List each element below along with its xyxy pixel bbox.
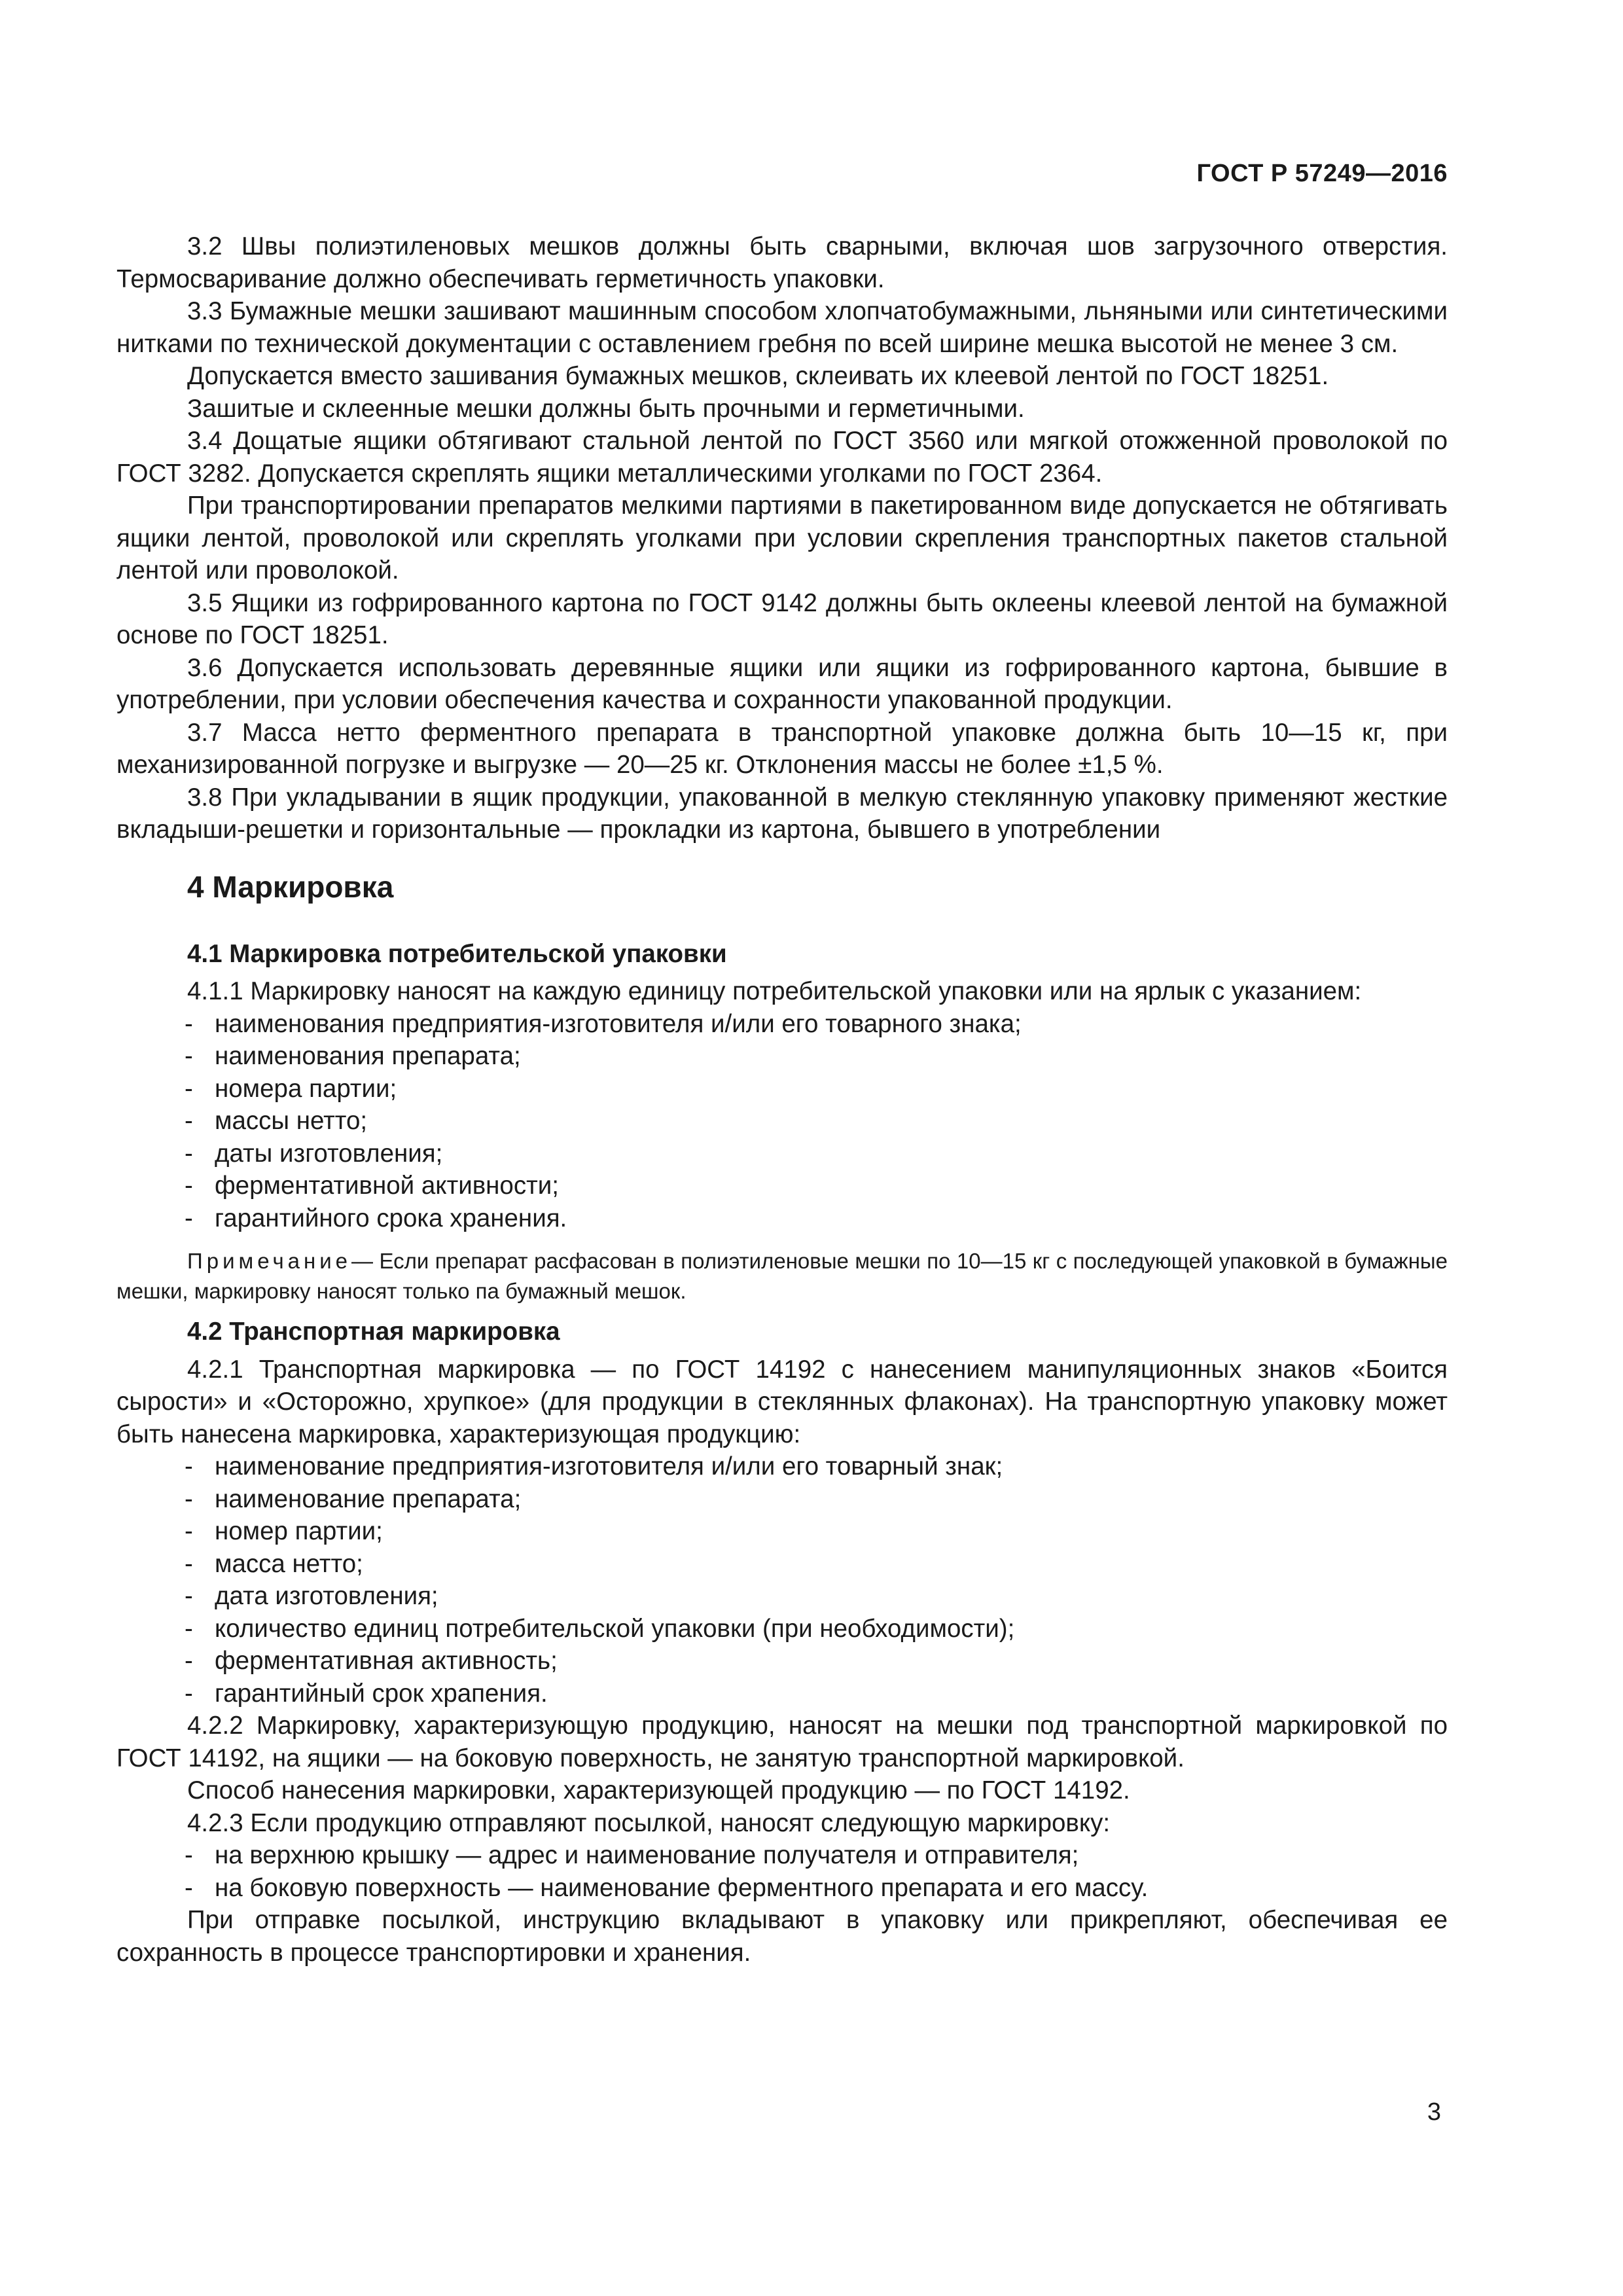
- paragraph-3-2: 3.2 Швы полиэтиленовых мешков должны быть сварными, включая шов загрузочного отверстия. Термосваривание должно обеспечивать герметичность упаковки.: [116, 232, 1448, 293]
- list-item: - ферментативной активности;: [185, 1172, 559, 1200]
- list-item: - даты изготовления;: [185, 1139, 443, 1168]
- list-parcel-marking: [116, 1839, 1448, 1904]
- note-text: — Если препарат расфасован в полиэтиленовые мешки по 10—15 кг с последующей упаковкой в бумажные мешки, маркировку наносят только па бумажный мешок.: [116, 1249, 1448, 1303]
- list-item: - на верхнюю крышку — адрес и наименование получателя и отправителя;: [185, 1841, 1079, 1869]
- section-title-4: 4 Маркировка: [187, 869, 394, 904]
- paragraph-4-2-2a: Способ нанесения маркировки, характеризующей продукцию — по ГОСТ 14192.: [187, 1776, 1130, 1804]
- paragraph-4-2-1: 4.2.1 Транспортная маркировка — по ГОСТ 14192 с нанесением манипуляционных знаков «Боится сырости» и «Осторожно, хрупкое» (для продукции в стеклянных флаконах). На транспортную упаковку может быть нанесена маркировка, характеризующая продукцию:: [116, 1355, 1448, 1448]
- paragraph-3-7: 3.7 Масса нетто ферментного препарата в транспортной упаковке должна быть 10—15 кг, при механизированной погрузке и выгрузке — 20—25 кг. Отклонения массы не более ±1,5 %.: [116, 718, 1448, 779]
- list-item: - наименование препарата;: [185, 1484, 522, 1513]
- note-4-1: [116, 1246, 1448, 1306]
- paragraph-3-3b: Зашитые и склеенные мешки должны быть прочными и герметичными.: [187, 394, 1025, 423]
- subsection-title-4-2: 4.2 Транспортная маркировка: [187, 1318, 560, 1346]
- paragraph-3-3: 3.3 Бумажные мешки зашивают машинным способом хлопчатобумажными, льняными или синтетическими нитками по технической документации с оставлением гребня по всей ширине мешка высотой не менее 3 см.: [116, 297, 1448, 358]
- page-number: 3: [1427, 2098, 1441, 2126]
- list-item: - на боковую поверхность — наименование ферментного препарата и его массу.: [185, 1873, 1149, 1902]
- subsection-title-4-1: 4.1 Маркировка потребительской упаковки: [187, 939, 727, 968]
- list-item: - номер партии;: [185, 1517, 383, 1545]
- list-item: - наименования предприятия-изготовителя и/или его товарного знака;: [185, 1009, 1022, 1038]
- note-label: Примечание: [187, 1249, 352, 1273]
- list-item: - наименование предприятия-изготовителя и/или его товарный знак;: [185, 1452, 1003, 1480]
- list-item: - наименования препарата;: [185, 1042, 521, 1070]
- list-item: - номера партии;: [185, 1074, 397, 1103]
- paragraph-3-3a: Допускается вместо зашивания бумажных мешков, склеивать их клеевой лентой по ГОСТ 18251.: [187, 362, 1329, 390]
- list-item: - массы нетто;: [185, 1107, 368, 1135]
- paragraph-3-8: 3.8 При укладывании в ящик продукции, упакованной в мелкую стеклянную упаковку применяют жесткие вкладыши-решетки и горизонтальные — прокладки из картона, бывшего в употреблении: [116, 783, 1448, 844]
- list-item: - ферментативная активность;: [185, 1647, 558, 1675]
- list-item: - дата изготовления;: [185, 1582, 438, 1610]
- list-transport-marking: [116, 1450, 1448, 1710]
- document-body: [116, 230, 1448, 1969]
- list-consumer-marking: [116, 1008, 1448, 1235]
- paragraph-3-4: 3.4 Дощатые ящики обтягивают стальной лентой по ГОСТ 3560 или мягкой отожженной проволокой по ГОСТ 3282. Допускается скреплять ящики металлическими уголками по ГОСТ 2364.: [116, 427, 1448, 488]
- list-item: - количество единиц потребительской упаковки (при необходимости);: [185, 1614, 1015, 1643]
- document-header: ГОСТ Р 57249—2016: [1196, 160, 1448, 187]
- list-item: - масса нетто;: [185, 1549, 363, 1578]
- paragraph-4-2-3a: При отправке посылкой, инструкцию вкладывают в упаковку или прикрепляют, обеспечивая ее сохранность в процессе транспортировки и хранения.: [116, 1906, 1448, 1967]
- paragraph-4-2-2: 4.2.2 Маркировку, характеризующую продукцию, наносят на мешки под транспортной маркировкой по ГОСТ 14192, на ящики — на боковую поверхность, не занятую транспортной маркировкой.: [116, 1712, 1448, 1772]
- paragraph-3-6: 3.6 Допускается использовать деревянные ящики или ящики из гофрированного картона, бывшие в употреблении, при условии обеспечения качества и сохранности упакованной продукции.: [116, 653, 1448, 714]
- paragraph-4-1-1: 4.1.1 Маркировку наносят на каждую единицу потребительской упаковки или на ярлык с указанием:: [187, 977, 1362, 1005]
- list-item: - гарантийного срока хранения.: [185, 1204, 567, 1232]
- paragraph-3-4a: При транспортировании препаратов мелкими партиями в пакетированном виде допускается не обтягивать ящики лентой, проволокой или скреплять уголками при условии скрепления транспортных пакетов стальной лентой или проволокой.: [116, 492, 1448, 584]
- list-item: - гарантийный срок храпения.: [185, 1679, 548, 1708]
- paragraph-3-5: 3.5 Ящики из гофрированного картона по ГОСТ 9142 должны быть оклеены клеевой лентой на бумажной основе по ГОСТ 18251.: [116, 588, 1448, 649]
- paragraph-4-2-3: 4.2.3 Если продукцию отправляют посылкой, наносят следующую маркировку:: [187, 1808, 1111, 1837]
